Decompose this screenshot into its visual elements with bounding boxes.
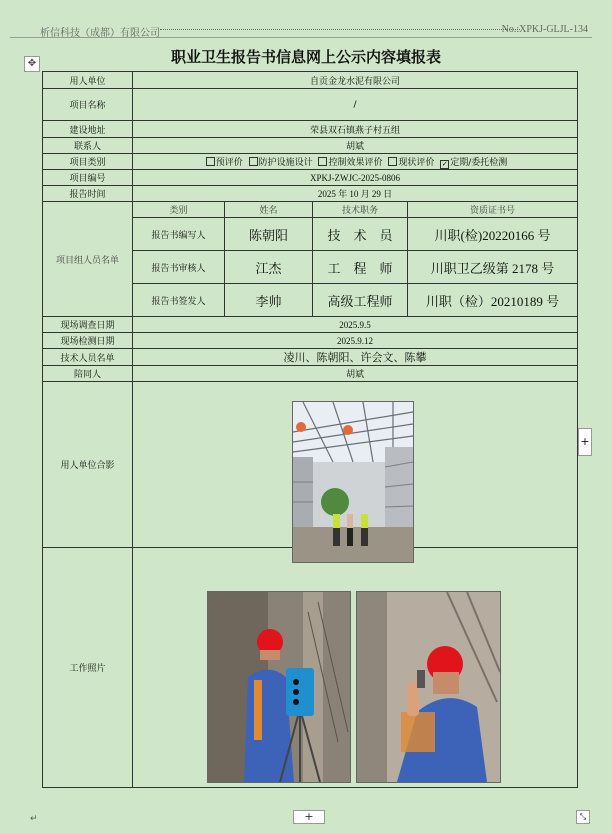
project-name-label: 项目名称: [43, 89, 133, 121]
member-cert[interactable]: 川职（检）20210189 号: [408, 284, 578, 317]
survey-date-value[interactable]: 2025.9.5: [133, 317, 578, 333]
work-photo-2: [356, 591, 501, 783]
test-date-value[interactable]: 2025.9.12: [133, 333, 578, 349]
add-row-button[interactable]: +: [293, 810, 325, 824]
test-date-label: 现场检测日期: [43, 333, 133, 349]
checkbox-checked-icon[interactable]: ✓: [441, 159, 448, 168]
form-title: 职业卫生报告书信息网上公示内容填报表: [170, 48, 441, 66]
companion-label: 陪同人: [43, 366, 133, 382]
checkbox-icon[interactable]: [318, 157, 327, 166]
paragraph-mark-icon: ↵: [30, 814, 38, 824]
header-rule: [10, 37, 592, 38]
work-photo-label: 工作照片: [43, 548, 133, 788]
resize-handle-icon[interactable]: ⤡: [576, 810, 590, 824]
checkbox-icon[interactable]: [206, 157, 215, 166]
work-photo-cell[interactable]: [133, 548, 578, 788]
report-time-label: 报告时间: [43, 186, 133, 202]
header-dots: [160, 29, 520, 30]
group-photo-label: 用人单位合影: [43, 382, 133, 548]
member-col-header: 姓名: [225, 202, 313, 218]
contact-label: 联系人: [43, 138, 133, 154]
member-cert[interactable]: 川职(检)20220166 号: [408, 218, 578, 251]
category-option: 防护设施设计: [258, 157, 313, 168]
category-options: [133, 154, 578, 170]
companion-value[interactable]: 胡斌: [133, 366, 578, 382]
project-name-value[interactable]: /: [133, 89, 578, 121]
member-role: 报告书签发人: [133, 284, 225, 317]
survey-date-label: 现场调查日期: [43, 317, 133, 333]
employer-label: 用人单位: [43, 72, 133, 89]
member-title[interactable]: 技 术 员: [313, 218, 408, 251]
member-col-header: 资质证书号: [408, 202, 578, 218]
header-company: 析信科技（成都）有限公司: [40, 28, 160, 39]
member-name[interactable]: 陈朝阳: [225, 218, 313, 251]
category-option: 控制效果评价: [328, 157, 383, 168]
member-name[interactable]: 李帅: [225, 284, 313, 317]
tech-staff-label: 技术人员名单: [43, 349, 133, 366]
address-label: 建设地址: [43, 121, 133, 138]
tech-staff-value[interactable]: 凌川、陈朝阳、许会文、陈攀: [133, 349, 578, 366]
member-role: 报告书编写人: [133, 218, 225, 251]
project-no-label: 项目编号: [43, 170, 133, 186]
group-photo: [292, 401, 414, 563]
member-title[interactable]: 工 程 师: [313, 251, 408, 284]
report-time-value[interactable]: 2025 年 10 月 29 日: [133, 186, 578, 202]
project-no-value[interactable]: XPKJ-ZWJC-2025-0806: [133, 170, 578, 186]
category-label: 项目类别: [43, 154, 133, 170]
table-move-handle-icon[interactable]: ✥: [24, 56, 40, 72]
add-column-button[interactable]: +: [578, 428, 592, 456]
checkbox-icon[interactable]: [249, 157, 258, 166]
category-option: 定期/委托检测: [450, 157, 508, 168]
category-option: 现状评价: [398, 157, 435, 168]
employer-value[interactable]: 自贡金龙水泥有限公司: [133, 72, 578, 89]
member-col-header: 类别: [133, 202, 225, 218]
member-role: 报告书审核人: [133, 251, 225, 284]
contact-value[interactable]: 胡斌: [133, 138, 578, 154]
address-value[interactable]: 荣县双石镇燕子村五组: [133, 121, 578, 138]
header-doc-number: No.:XPKJ-GLJL-134: [501, 24, 588, 35]
category-option: 预评价: [215, 157, 243, 168]
member-title[interactable]: 高级工程师: [313, 284, 408, 317]
members-label: 项目组人员名单: [43, 202, 133, 317]
member-cert[interactable]: 川职卫乙级第 2178 号: [408, 251, 578, 284]
member-name[interactable]: 江杰: [225, 251, 313, 284]
work-photo-1: [207, 591, 351, 783]
checkbox-icon[interactable]: [388, 157, 397, 166]
member-col-header: 技术职务: [313, 202, 408, 218]
